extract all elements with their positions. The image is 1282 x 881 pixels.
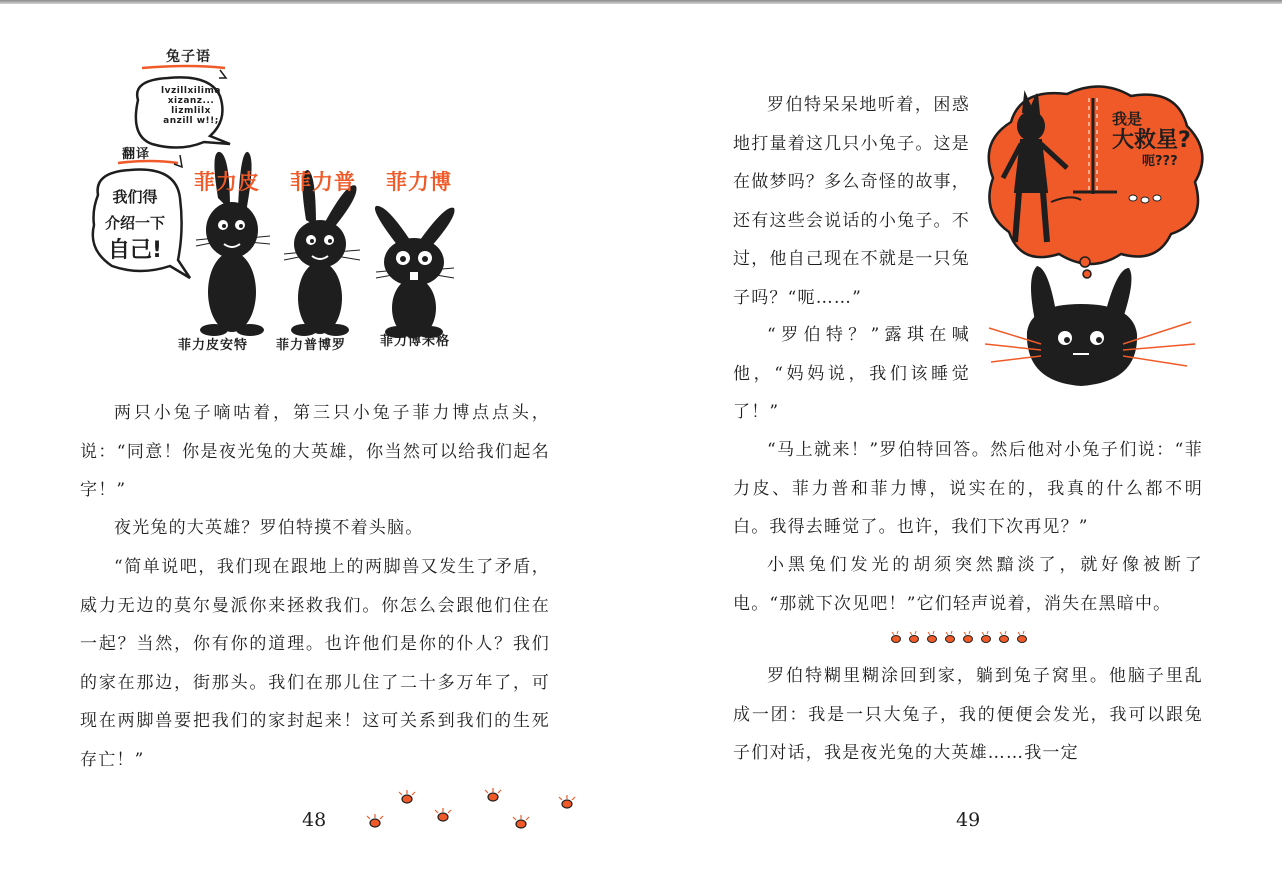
speech-line: 自己! xyxy=(107,238,163,263)
black-rabbit-head xyxy=(985,266,1195,386)
rabbit-language-line: lvzillxilima xyxy=(161,86,221,96)
thought-line-2: 大救星? xyxy=(1112,128,1191,153)
paragraph: 夜光兔的大英雄？罗伯特摸不着头脑。 xyxy=(114,518,424,538)
paragraph: “简单说吧，我们现在跟地上的两脚兽又发生了矛盾，威力无边的莫尔曼派你来拯救我们。你怎么会跟他们住在一起？当然，你有你的道理。也许他们是你的仆人？我们的家在那边，街那头。我们在那儿住了二十多万年了，可现在两脚兽要把我们的家封起来！这可关系到我们的生死存亡！” xyxy=(80,557,550,770)
rabbit-language-text xyxy=(146,86,236,126)
paragraph: “马上就来！”罗伯特回答。然后他对小兔子们说：“菲力皮、菲力普和菲力博，说实在的，我真的什么都不明白。我得去睡觉了。也许，我们下次再见？” xyxy=(733,440,1203,537)
paragraph: 两只小兔子嘀咕着，第三只小兔子菲力博点点头，说：“同意！你是夜光兔的大英雄，你当然可以给我们起名字！” xyxy=(80,403,550,500)
rabbit-language-line: anzill w!!; xyxy=(163,116,219,126)
rabbit-language-line: lizmlilx xyxy=(171,106,211,116)
thought-text xyxy=(1112,110,1191,170)
page-number: 48 xyxy=(302,809,327,831)
translation-label: 翻译 xyxy=(122,147,151,162)
paragraph: “罗伯特？”露琪在喊他，“妈妈说，我们该睡觉了！” xyxy=(733,325,970,422)
rabbit-caption-2: 菲力普博罗 xyxy=(276,338,347,353)
speech-line: 我们得 xyxy=(112,188,158,206)
right-page xyxy=(641,4,1282,881)
rabbit-name-3: 菲力博 xyxy=(386,170,452,194)
left-page xyxy=(0,4,641,881)
thought-line-3: 呃??? xyxy=(1142,154,1178,169)
paragraph: 罗伯特糊里糊涂回到家，躺到兔子窝里。他脑子里乱成一团：我是一只大兔子，我的便便会发光，我可以跟兔子们对话，我是夜光兔的大英雄……我一定 xyxy=(733,666,1203,763)
rabbit-language-line: xizanz... xyxy=(167,96,215,106)
rabbit-name-2: 菲力普 xyxy=(290,170,356,194)
rabbit-caption-3: 菲力博米格 xyxy=(380,334,451,349)
rabbit-caption-1: 菲力皮安特 xyxy=(178,338,249,353)
thought-line-1: 我是 xyxy=(1112,110,1143,128)
glowing-droppings-decoration xyxy=(355,786,585,836)
section-separator xyxy=(890,626,1036,646)
rabbit-language-label: 兔子语 xyxy=(166,49,211,65)
paragraph: 罗伯特呆呆地听着，困惑地打量着这几只小兔子。这是在做梦吗？多么奇怪的故事，还有这些会说话的小兔子。不过，他自己现在不就是一只兔子吗？“呃……” xyxy=(733,95,970,308)
speech-bubble-text xyxy=(92,184,178,266)
rabbit-name-1: 菲力皮 xyxy=(194,170,260,194)
paragraph: 小黑兔们发光的胡须突然黯淡了，就好像被断了电。“那就下次见吧！”它们轻声说着，消失在黑暗中。 xyxy=(733,555,1203,614)
page-number: 49 xyxy=(956,809,981,831)
speech-line: 介绍一下 xyxy=(104,214,165,232)
rabbit-3 xyxy=(375,206,455,338)
